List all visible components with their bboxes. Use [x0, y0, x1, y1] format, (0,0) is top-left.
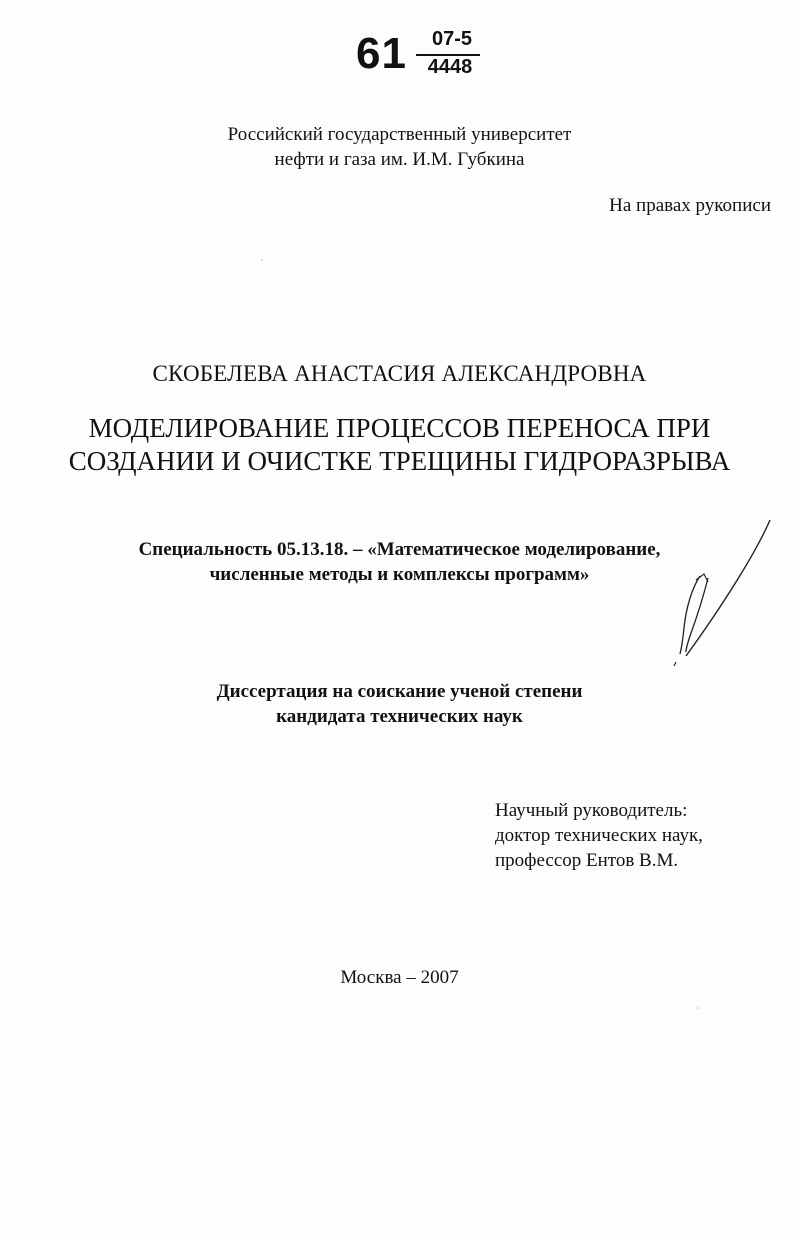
- degree-line-2: кандидата технических наук: [276, 706, 523, 727]
- specialty-line-2: численные методы и комплексы программ»: [209, 564, 590, 585]
- university-line-2: нефти и газа им. И.М. Губкина: [274, 149, 525, 170]
- handwritten-signature: [668, 518, 778, 668]
- university-line-1: Российский государственный университет: [227, 124, 572, 145]
- stamp-denominator: 4448: [427, 56, 473, 78]
- supervisor-line-1: Научный руководитель:: [495, 800, 688, 821]
- specialty-line-1: Специальность 05.13.18. – «Математическое моделирование,: [138, 539, 661, 560]
- scan-speck: [696, 1006, 700, 1010]
- degree-statement: [0, 679, 799, 729]
- scan-speck: [260, 258, 264, 262]
- city-year: Москва – 2007: [340, 967, 459, 988]
- supervisor-line-3: профессор Ентов В.М.: [495, 850, 679, 871]
- scientific-supervisor: [495, 798, 703, 873]
- dissertation-title: [0, 412, 799, 478]
- manuscript-rights-note: На правах рукописи: [609, 195, 771, 216]
- title-line-2: СОЗДАНИИ И ОЧИСТКЕ ТРЕЩИНЫ ГИДРОРАЗРЫВА: [68, 446, 731, 476]
- university-name: [0, 122, 799, 172]
- stamp-main-number: 61: [356, 29, 407, 78]
- author-name: СКОБЕЛЕВА АНАСТАСИЯ АЛЕКСАНДРОВНА: [152, 361, 647, 386]
- degree-line-1: Диссертация на соискание ученой степени: [216, 681, 583, 702]
- title-line-1: МОДЕЛИРОВАНИЕ ПРОЦЕССОВ ПЕРЕНОСА ПРИ: [88, 413, 711, 443]
- stamp-numerator: 07-5: [431, 28, 473, 50]
- archive-stamp: [356, 28, 486, 88]
- supervisor-line-2: доктор технических наук,: [495, 825, 703, 846]
